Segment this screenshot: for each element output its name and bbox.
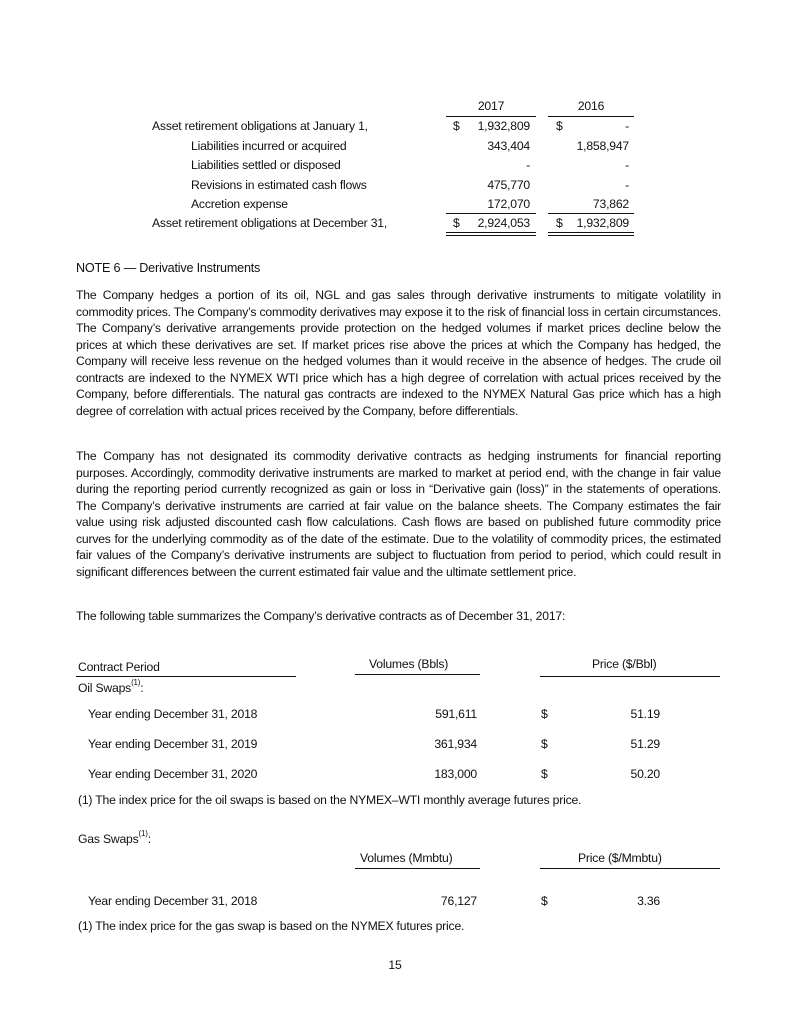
aro-dollar-sign: $ xyxy=(453,216,460,230)
oil-row-volume: 361,934 xyxy=(434,737,477,751)
col-volumes-mmbtu-rule xyxy=(355,868,480,869)
gas-row-period: Year ending December 31, 2018 xyxy=(88,894,258,908)
oil-footnote: (1) The index price for the oil swaps is based on the NYMEX–WTI monthly average futures price. xyxy=(78,793,582,807)
oil-row-volume: 183,000 xyxy=(434,767,477,781)
aro-dollar-sign: $ xyxy=(556,216,563,230)
paragraph-table-intro: The following table summarizes the Company’s derivative contracts as of December 31, 2017: xyxy=(76,609,566,623)
col-contract-period: Contract Period xyxy=(78,660,160,674)
aro-value-2016: - xyxy=(625,178,629,192)
aro-col-2017: 2017 xyxy=(477,99,505,113)
gas-row-dollar: $ xyxy=(541,894,548,908)
aro-col-2016-rule xyxy=(548,116,634,117)
aro-dollar-sign: $ xyxy=(453,119,460,133)
aro-value-2016: 73,862 xyxy=(592,197,629,211)
aro-row-label: Asset retirement obligations at January 1, xyxy=(152,119,368,133)
aro-row-label: Liabilities incurred or acquired xyxy=(191,139,347,153)
aro-value-2017: 172,070 xyxy=(487,197,530,211)
aro-value-2017: 1,932,809 xyxy=(477,119,530,133)
oil-row-dollar: $ xyxy=(541,767,548,781)
aro-value-2017: 2,924,053 xyxy=(477,216,530,230)
gas-footnote: (1) The index price for the gas swap is based on the NYMEX futures price. xyxy=(78,919,465,933)
aro-row-label: Revisions in estimated cash flows xyxy=(191,178,367,192)
aro-dollar-sign: $ xyxy=(556,119,563,133)
aro-row-label: Asset retirement obligations at December 31, xyxy=(152,216,388,230)
oil-row-period: Year ending December 31, 2020 xyxy=(88,767,258,781)
aro-value-2017: - xyxy=(526,158,530,172)
oil-row-price: 50.20 xyxy=(630,767,660,781)
oil-row-dollar: $ xyxy=(541,707,548,721)
paragraph-hedging: The Company hedges a portion of its oil, NGL and gas sales through derivative instruments to mitigate volatility in commodity prices. The Company’s commodity derivatives may expose it to the risk of financial loss in certain circumstances. The Company’s derivative arrangements provide protection on the hedged volumes if market prices decline below the prices at which these derivatives are set. If market prices rise above the prices at which the Company has hedged, the Company will receive less revenue on the hedged volumes than it would receive in the absence of hedges. The crude oil contracts are indexed to the NYMEX WTI price which has a high degree of correlation with actual prices received by the Company, before differentials. The natural gas contracts are indexed to the NYMEX Natural Gas price which has a high degree of correlation with actual prices received by the Company, before differentials. xyxy=(76,288,721,418)
col-contract-period-rule xyxy=(76,676,296,677)
aro-row-label: Liabilities settled or disposed xyxy=(191,158,341,172)
aro-value-2017: 475,770 xyxy=(487,178,530,192)
aro-subtotal-rule xyxy=(548,213,634,214)
oil-row-period: Year ending December 31, 2019 xyxy=(88,737,258,751)
aro-subtotal-rule xyxy=(446,213,536,214)
aro-value-2017: 343,404 xyxy=(487,139,530,153)
oil-row-volume: 591,611 xyxy=(435,707,477,721)
col-price-rule xyxy=(540,676,720,677)
aro-col-2016: 2016 xyxy=(577,99,605,113)
paragraph-fair-value: The Company has not designated its commodity derivative contracts as hedging instruments for financial reporting purposes. Accordingly, commodity derivative instruments are marked to market at period end, with the change in fair value during the reporting period currently recognized as gain or loss in “Derivative gain (loss)” in the statements of operations. The Company’s derivative instruments are carried at fair value on the balance sheets. The Company estimates the fair value using risk adjusted discounted cash flow calculations. Cash flows are based on published future commodity price curves for the underlying commodity as of the date of the estimate. Due to the volatility of commodity prices, the estimated fair values of the Company’s derivative instruments are subject to fluctuation from period to period, which could result in significant differences between the current estimated fair value and the ultimate settlement price. xyxy=(76,449,721,579)
oil-row-price: 51.29 xyxy=(630,737,660,751)
gas-row-volume: 76,127 xyxy=(440,894,477,908)
gas-swaps-label: Gas Swaps$^{(1)}$: xyxy=(78,829,151,846)
gas-row-price: 3.36 xyxy=(637,894,660,908)
aro-col-2017-rule xyxy=(446,116,536,117)
col-price-mmbtu: Price ($/Mmbtu) xyxy=(578,851,662,865)
col-volumes-rule xyxy=(355,674,480,675)
aro-value-2016: 1,858,947 xyxy=(576,139,629,153)
page-number: 15 xyxy=(388,958,402,972)
oil-row-dollar: $ xyxy=(541,737,548,751)
col-price-mmbtu-rule xyxy=(540,868,720,869)
note-heading: NOTE 6 — Derivative Instruments xyxy=(76,261,261,275)
aro-row-label: Accretion expense xyxy=(191,197,288,211)
aro-value-2016: - xyxy=(625,158,629,172)
col-volumes-bbls: Volumes (Bbls) xyxy=(369,657,449,671)
aro-value-2016: - xyxy=(625,119,629,133)
aro-total-double-rule xyxy=(446,232,536,236)
oil-swaps-label: Oil Swaps$^{(1)}$: xyxy=(78,678,144,695)
aro-total-double-rule xyxy=(548,232,634,236)
oil-row-period: Year ending December 31, 2018 xyxy=(88,707,258,721)
aro-value-2016: 1,932,809 xyxy=(576,216,629,230)
col-volumes-mmbtu: Volumes (Mmbtu) xyxy=(360,851,453,865)
col-price-bbl: Price ($/Bbl) xyxy=(592,657,657,671)
oil-row-price: 51.19 xyxy=(630,707,660,721)
